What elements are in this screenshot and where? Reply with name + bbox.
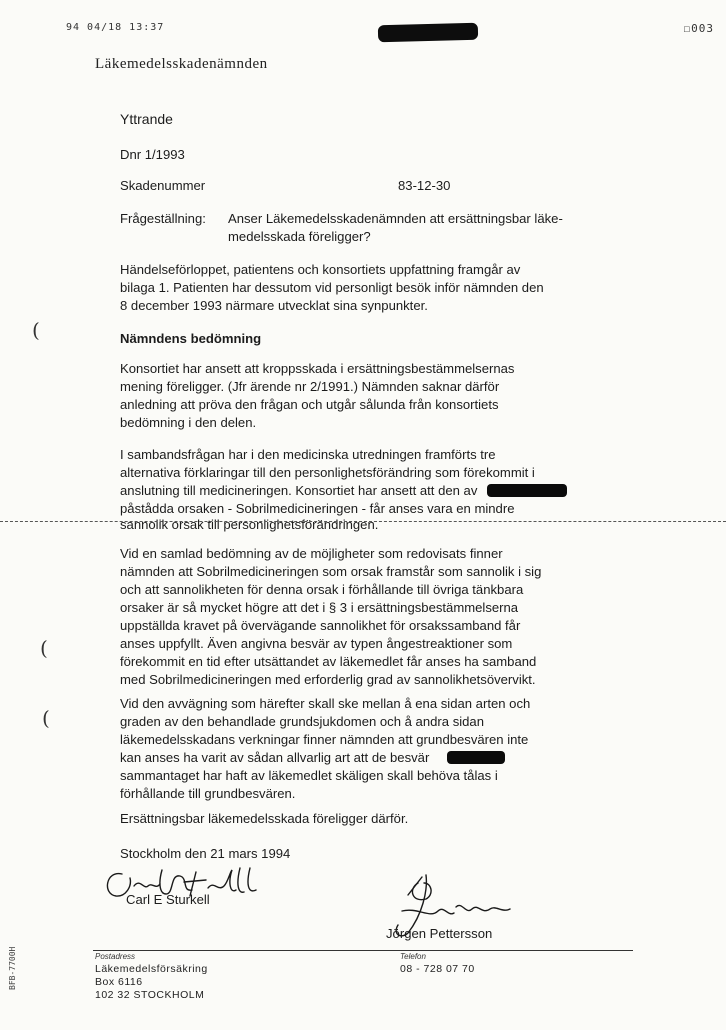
paragraph-2-line: Konsortiet har ansett att kroppsskada i ersättningsbestämmelsernas — [120, 361, 515, 376]
place-and-date: Stockholm den 21 mars 1994 — [120, 846, 291, 861]
paragraph-3-line: påstådda orsaken - Sobrilmedicineringen - får anses vara en mindre — [120, 501, 515, 516]
postal-address-line: Läkemedelsförsäkring — [95, 963, 208, 975]
paragraph-2-line: bedömning i den delen. — [120, 415, 257, 430]
paragraph-4-line: nämnden att Sobrilmedicineringen som orsak framstår som sannolik i sig — [120, 564, 542, 579]
paragraph-5-line: förhållande till grundbesvären. — [120, 786, 296, 801]
question-text-line-1: Anser Läkemedelsskadenämnden att ersättningsbar läke- — [228, 211, 563, 226]
claim-number-label: Skadenummer — [120, 178, 206, 193]
signer-2-name: Jörgen Pettersson — [386, 926, 493, 941]
conclusion: Ersättningsbar läkemedelsskada föreligger därför. — [120, 811, 409, 826]
paragraph-4-line: orsaker är så mycket högre att det i § 3 i ersättningsbestämmelserna — [120, 600, 519, 615]
paragraph-2-line: anledning att pröva den frågan och utgår sålunda från konsortiets — [120, 397, 499, 412]
phone-label: Telefon — [400, 952, 426, 961]
paragraph-4-line: anses uppfyllt. Även angivna besvär av typen ångestreaktioner som — [120, 636, 513, 651]
paragraph-1-line: bilaga 1. Patienten har dessutom vid personligt besök inför nämnden den — [120, 280, 544, 295]
paragraph-3-line: sannolik orsak till personlighetsförändringen. — [120, 517, 379, 532]
margin-mark: ( — [40, 636, 48, 660]
redaction-bar — [378, 23, 478, 43]
case-number: Dnr 1/1993 — [120, 147, 185, 162]
signer-1-name: Carl E Sturkell — [126, 892, 210, 907]
paragraph-4-line: förekommit en tid efter utsättandet av läkemedlet får anses ha samband — [120, 654, 537, 669]
paragraph-5-line: graden av den behandlade grundsjukdomen och å andra sidan — [120, 714, 484, 729]
paragraph-1-line: 8 december 1993 närmare utvecklat sina synpunkter. — [120, 298, 428, 313]
question-text-line-2: medelsskada föreligger? — [228, 229, 371, 244]
paragraph-4-line: med Sobrilmedicineringen med erforderlig grad av sannolikhetsövervikt. — [120, 672, 536, 687]
fax-page-number: ☐003 — [683, 22, 714, 35]
paragraph-5-line: Vid den avvägning som härefter skall ske mellan å ena sidan arten och — [120, 696, 531, 711]
postal-address-line: 102 32 STOCKHOLM — [95, 989, 205, 1001]
organization-name: Läkemedelsskadenämnden — [95, 56, 268, 72]
paragraph-4-line: och att sannolikheten för denna orsak i förhållande till övriga tänkbara — [120, 582, 524, 597]
paragraph-5-line — [120, 749, 505, 767]
fax-scan-line — [0, 521, 726, 522]
fax-timestamp: 94 04/18 13:37 — [66, 22, 165, 33]
paragraph-3-line-text: anslutning till medicineringen. Konsortiet har ansett att den av — [120, 483, 478, 498]
paragraph-3-line — [120, 482, 567, 500]
margin-mark: ( — [32, 318, 40, 342]
paragraph-4-line: Vid en samlad bedömning av de möjligheter som redovisats finner — [120, 546, 503, 561]
paragraph-1-line: Händelseförloppet, patientens och konsortiets uppfattning framgår av — [120, 262, 521, 277]
paragraph-5-line: läkemedelsskadans verkningar finner nämnden att grundbesvären inte — [120, 732, 529, 747]
document-title: Yttrande — [120, 111, 173, 127]
postal-address-line: Box 6116 — [95, 976, 143, 988]
paragraph-3-line: alternativa förklaringar till den personlighetsförändring som förekommit i — [120, 465, 535, 480]
form-code: BFB-7700H — [8, 946, 17, 990]
claim-number-value: 83-12-30 — [398, 178, 451, 193]
footer-divider — [93, 950, 633, 951]
redaction-bar — [447, 751, 505, 764]
section-heading: Nämndens bedömning — [120, 331, 262, 346]
margin-mark: ( — [42, 706, 50, 730]
paragraph-5-line: sammantaget har haft av läkemedlet skäligen skall behöva tålas i — [120, 768, 498, 783]
phone-number: 08 - 728 07 70 — [400, 963, 475, 975]
paragraph-5-line-text: kan anses ha varit av sådan allvarlig art att de besvär — [120, 750, 430, 765]
paragraph-2-line: mening föreligger. (Jfr ärende nr 2/1991.) Nämnden saknar därför — [120, 379, 500, 394]
paragraph-3-line: I sambandsfrågan har i den medicinska utredningen framförts tre — [120, 447, 496, 462]
paragraph-4-line: uppställda kravet på övervägande sannolikhet för orsakssamband får — [120, 618, 521, 633]
postal-address-label: Postadress — [95, 952, 136, 961]
redaction-bar — [487, 484, 567, 497]
question-label: Frågeställning: — [120, 211, 206, 226]
